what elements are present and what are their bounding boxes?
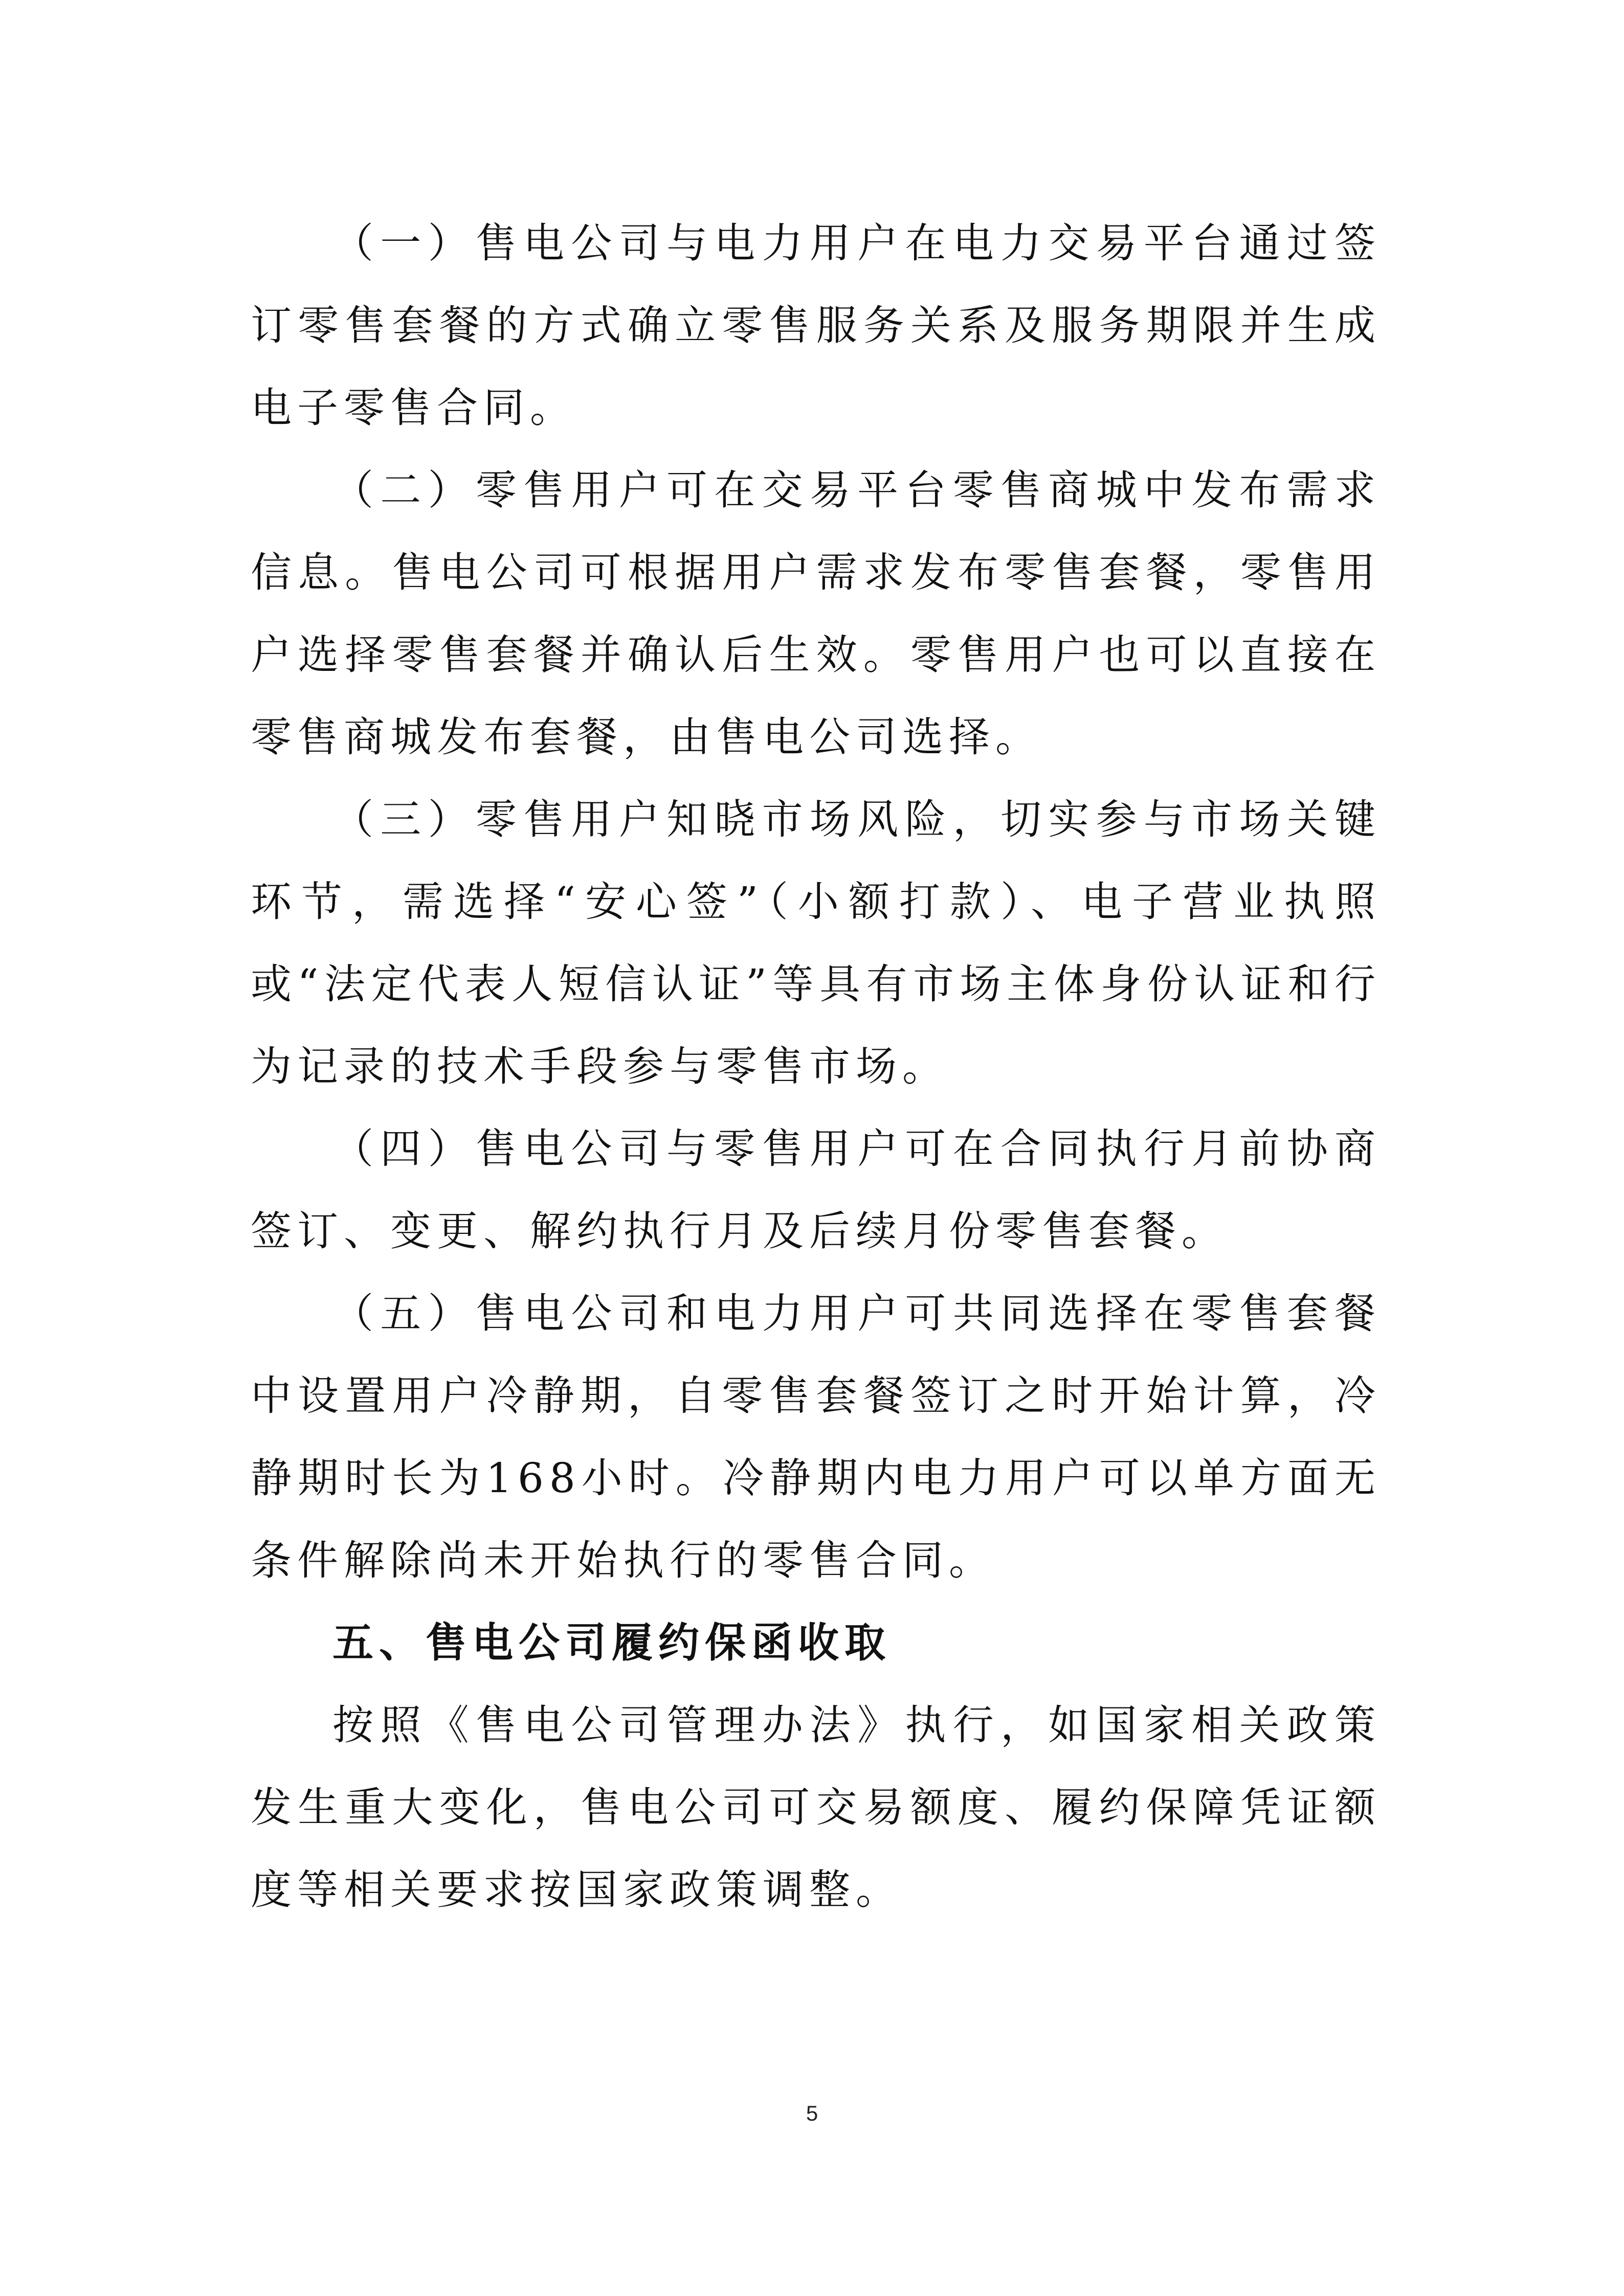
paragraph-item-1: （一）售电公司与电力用户在电力交易平台通过签订零售套餐的方式确立零售服务关系及服务期限并生成电子零售合同。	[251, 219, 1381, 432]
section-heading: 五、售电公司履约保函收取	[332, 1619, 891, 1667]
paragraph-item-4: （四）售电公司与零售用户可在合同执行月前协商签订、变更、解约执行月及后续月份零售套餐。	[251, 1125, 1381, 1255]
paragraph-item-2: （二）零售用户可在交易平台零售商城中发布需求信息。售电公司可根据用户需求发布零售套餐，零售用户选择零售套餐并确认后生效。零售用户也可以直接在零售商城发布套餐，由售电公司选择。	[251, 466, 1381, 761]
section-paragraph: 按照《售电公司管理办法》执行，如国家相关政策发生重大变化，售电公司可交易额度、履约保障凭证额度等相关要求按国家政策调整。	[251, 1701, 1381, 1914]
paragraph-item-5: （五）售电公司和电力用户可共同选择在零售套餐中设置用户冷静期，自零售套餐签订之时开始计算，冷静期时长为168小时。冷静期内电力用户可以单方面无条件解除尚未开始执行的零售合同。	[251, 1290, 1381, 1584]
paragraph-item-3: （三）零售用户知晓市场风险，切实参与市场关键环节，需选择“安心签”（小额打款）、电子营业执照或“法定代表人短信认证”等具有市场主体身份认证和行为记录的技术手段参与零售市场。	[251, 796, 1381, 1090]
page-number: 5	[806, 2101, 818, 2125]
page-body	[251, 202, 1381, 1931]
